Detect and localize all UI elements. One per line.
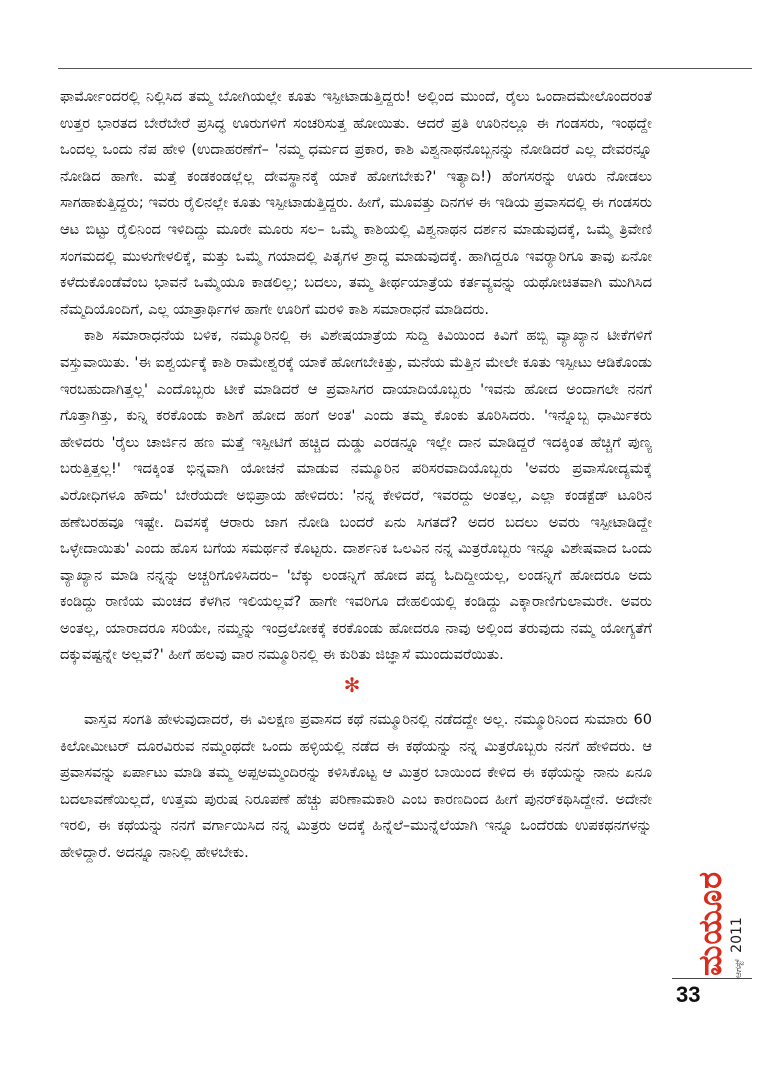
article-paragraph: ವಾಸ್ತವ ಸಂಗತಿ ಹೇಳುವುದಾದರೆ, ಈ ವಿಲಕ್ಷಣ ಪ್ರವಾಸದ ಕಥೆ ನಮ್ಮೂರಿನಲ್ಲಿ ನಡೆದದ್ದೇ ಅಲ್ಲ. ನಮ್ಮೂರಿನಿಂದ ಸುಮಾರು 60 ಕಿಲೋಮೀಟರ್ ದೂರವಿರುವ ನಮ್ಮಂಥದೇ ಒಂದು ಹಳ್ಳಿಯಲ್ಲಿ ನಡೆದ ಈ ಕಥೆಯನ್ನು ನನ್ನ ಮಿತ್ರರೊಬ್ಬರು ನನಗೆ ಹೇಳಿದರು. ಆ ಪ್ರವಾಸವನ್ನು ಏರ್ಪಾಟು ಮಾಡಿ ತಮ್ಮ ಅಪ್ಪಅಮ್ಮಂದಿರನ್ನು ಕಳಿಸಿಕೊಟ್ಟ ಆ ಮಿತ್ರರ ಬಾಯಿಂದ ಕೇಳಿದ ಈ ಕಥೆಯನ್ನು ನಾನು ಏನೂ ಬದಲಾವಣೆಯಿಲ್ಲದೆ, ಉತ್ತಮ ಪುರುಷ ನಿರೂಪಣೆ ಹೆಚ್ಚು ಪರಿಣಾಮಕಾರಿ ಎಂಬ ಕಾರಣದಿಂದ ಹೀಗೆ ಪುನರ್‌ಕಥಿಸಿದ್ದೇನೆ. ಅದೇನೇ ಇರಲಿ, ಈ ಕಥೆಯನ್ನು ನನಗೆ ವರ್ಗಾಯಿಸಿದ ನನ್ನ ಮಿತ್ರರು ಅದಕ್ಕೆ ಹಿನ್ನೆಲೆ–ಮುನ್ನೆಲೆಯಾಗಿ ಇನ್ನೂ ಒಂದೆರಡು ಉಪಕಥನಗಳನ್ನು ಹೇಳಿದ್ದಾರೆ. ಅದನ್ನೂ ನಾನಿಲ್ಲಿ ಹೇಳಬೇಕು. bbox=[60, 712, 652, 862]
issue-year: 2011 bbox=[729, 917, 745, 953]
header-rule bbox=[58, 68, 752, 69]
page-number: 33 bbox=[676, 982, 701, 1007]
issue-month: ಆಗಸ್ಟ್ bbox=[734, 958, 744, 978]
masthead-logo: ಮಯೂರ bbox=[691, 870, 729, 976]
section-divider-icon: ✻ bbox=[343, 673, 361, 698]
article-body bbox=[60, 84, 652, 867]
article-paragraph: ಕಾಶಿ ಸಮಾರಾಧನೆಯ ಬಳಿಕ, ನಮ್ಮೂರಿನಲ್ಲಿ ಈ ವಿಶೇಷಯಾತ್ರೆಯ ಸುದ್ದಿ ಕಿವಿಯಿಂದ ಕಿವಿಗೆ ಹಬ್ಬಿ ವ್ಯಾಖ್ಯಾನ ಟೀಕೆಗಳಿಗೆ ವಸ್ತುವಾಯಿತು. 'ಈ ಐಶ್ವರ್ಯಕ್ಕೆ ಕಾಶಿ ರಾಮೇಶ್ವರಕ್ಕೆ ಯಾಕೆ ಹೋಗಬೇಕಿತ್ತು, ಮನೆಯ ಮೆತ್ತಿನ ಮೇಲೇ ಕೂತು ಇಸ್ಪೀಟು ಆಡಿಕೊಂಡು ಇರಬಹುದಾಗಿತ್ತಲ್ಲ' ಎಂದೊಬ್ಬರು ಟೀಕೆ ಮಾಡಿದರೆ ಆ ಪ್ರವಾಸಿಗರ ದಾಯಾದಿಯೊಬ್ಬರು 'ಇವನು ಹೋದ ಅಂದಾಗಲೇ ನನಗೆ ಗೊತ್ತಾಗಿತ್ತು, ಕುನ್ನಿ ಕರಕೊಂಡು ಕಾಶಿಗೆ ಹೋದ ಹಂಗೆ ಅಂತ' ಎಂದು ತಮ್ಮ ಕೊಂಕು ತೂರಿಸಿದರು. 'ಇನ್ನೊಬ್ಬ ಧಾರ್ಮಿಕರು ಹೇಳಿದರು 'ರೈಲು ಚಾರ್ಜಿನ ಹಣ ಮತ್ತೆ ಇಸ್ಪೀಟಿಗೆ ಹಚ್ಚಿದ ದುಡ್ಡು ಎರಡನ್ನೂ ಇಲ್ಲೇ ದಾನ ಮಾಡಿದ್ದರೆ ಇದಕ್ಕಿಂತ ಹೆಚ್ಚಿಗೆ ಪುಣ್ಯ ಬರುತ್ತಿತ್ತಲ್ಲ!' ಇದಕ್ಕಿಂತ ಭಿನ್ನವಾಗಿ ಯೋಚನೆ ಮಾಡುವ ನಮ್ಮೂರಿನ ಪರಿಸರವಾದಿಯೊಬ್ಬರು 'ಅವರು ಪ್ರವಾಸೋದ್ಯಮಕ್ಕೆ ವಿರೋಧಿಗಳೂ ಹೌದು' ಬೇರೆಯದೇ ಅಭಿಪ್ರಾಯ ಹೇಳಿದರು: 'ನನ್ನ ಕೇಳಿದರೆ, ಇವರದ್ದು ಅಂತಲ್ಲ, ಎಲ್ಲಾ ಕಂಡಕ್ಟೆಡ್ ಟೂರಿನ ಹಣೆಬರಹವೂ ಇಷ್ಟೇ. ದಿವಸಕ್ಕೆ ಆರಾರು ಜಾಗ ನೋಡಿ ಬಂದರೆ ಏನು ಸಿಗತದೆ? ಅದರ ಬದಲು ಅವರು ಇಸ್ಪೀಟಾಡಿದ್ದೇ ಒಳ್ಳೇದಾಯಿತು' ಎಂದು ಹೊಸ ಬಗೆಯ ಸಮರ್ಥನೆ ಕೊಟ್ಟರು. ದಾರ್ಶನಿಕ ಒಲವಿನ ನನ್ನ ಮಿತ್ರರೊಬ್ಬರು ಇನ್ನೂ ವಿಶೇಷವಾದ ಒಂದು ವ್ಯಾಖ್ಯಾನ ಮಾಡಿ ನನ್ನನ್ನು ಅಚ್ಚರಿಗೊಳಿಸಿದರು– 'ಬೆಕ್ಕು ಲಂಡನ್ನಿಗೆ ಹೋದ ಪದ್ಯ ಓದಿದ್ದೀಯಲ್ಲ, ಲಂಡನ್ನಿಗೆ ಹೋದರೂ ಅದು ಕಂಡಿದ್ದು ರಾಣಿಯ ಮಂಚದ ಕೆಳಗಿನ ಇಲಿಯಲ್ಲವೆ? ಹಾಗೇ ಇವರಿಗೂ ದೇಹಲಿಯಲ್ಲಿ ಕಂಡಿದ್ದು ಎಕ್ಕಾರಾಣಿಗುಲಾಮರೇ. ಅವರು ಅಂತಲ್ಲ, ಯಾರಾದರೂ ಸರಿಯೇ, ನಮ್ಮನ್ನು ಇಂದ್ರಲೋಕಕ್ಕೆ ಕರಕೊಂಡು ಹೋದರೂ ನಾವು ಅಲ್ಲಿಂದ ತರುವುದು ನಮ್ಮ ಯೋಗ್ಯತೆಗೆ ದಕ್ಕುವಷ್ಟನ್ನೇ ಅಲ್ಲವೆ?' ಹೀಗೆ ಹಲವು ವಾರ ನಮ್ಮೂರಿನಲ್ಲಿ ಈ ಕುರಿತು ಜಿಜ್ಞಾಸೆ ಮುಂದುವರೆಯಿತು. bbox=[60, 328, 652, 664]
issue-date bbox=[726, 850, 748, 978]
article-paragraph: ಫಾರ್ಮೋಂದರಲ್ಲಿ ನಿಲ್ಲಿಸಿದ ತಮ್ಮ ಬೋಗಿಯಲ್ಲೇ ಕೂತು ಇಸ್ಪೀಟಾಡುತ್ತಿದ್ದರು! ಅಲ್ಲಿಂದ ಮುಂದೆ, ರೈಲು ಒಂದಾದಮೇಲೊಂದರಂತೆ ಉತ್ತರ ಭಾರತದ ಬೇರೆಬೇರೆ ಪ್ರಸಿದ್ಧ ಊರುಗಳಿಗೆ ಸಂಚರಿಸುತ್ತ ಹೋಯಿತು. ಆದರೆ ಪ್ರತಿ ಊರಿನಲ್ಲೂ ಈ ಗಂಡಸರು, ಇಂಥದ್ದೇ ಒಂದಲ್ಲ ಒಂದು ನೆಪ ಹೇಳಿ (ಉದಾಹರಣೆಗೆ– 'ನಮ್ಮ ಧರ್ಮದ ಪ್ರಕಾರ, ಕಾಶಿ ವಿಶ್ವನಾಥನೊಬ್ಬನನ್ನು ನೋಡಿದರೆ ಎಲ್ಲ ದೇವರನ್ನೂ ನೋಡಿದ ಹಾಗೇ. ಮತ್ತೆ ಕಂಡಕಂಡಲ್ಲೆಲ್ಲ ದೇವಸ್ಥಾನಕ್ಕೆ ಯಾಕೆ ಹೋಗಬೇಕು?' ಇತ್ಯಾದಿ!) ಹೆಂಗಸರನ್ನು ಊರು ನೋಡಲು ಸಾಗಹಾಕುತ್ತಿದ್ದರು; ಇವರು ರೈಲಿನಲ್ಲೇ ಕೂತು ಇಸ್ಪೀಟಾಡುತ್ತಿದ್ದರು. ಹೀಗೆ, ಮೂವತ್ತು ದಿನಗಳ ಈ ಇಡಿಯ ಪ್ರವಾಸದಲ್ಲಿ ಈ ಗಂಡಸರು ಆಟ ಬಿಟ್ಟು ರೈಲಿನಿಂದ ಇಳಿದಿದ್ದು ಮೂರೇ ಮೂರು ಸಲ– ಒಮ್ಮೆ ಕಾಶಿಯಲ್ಲಿ ವಿಶ್ವನಾಥನ ದರ್ಶನ ಮಾಡುವುದಕ್ಕೆ, ಒಮ್ಮೆ ತ್ರಿವೇಣಿ ಸಂಗಮದಲ್ಲಿ ಮುಳುಗೇಳಲಿಕ್ಕೆ, ಮತ್ತು ಒಮ್ಮೆ ಗಯಾದಲ್ಲಿ ಪಿತೃಗಳ ಶ್ರಾದ್ಧ ಮಾಡುವುದಕ್ಕೆ. ಹಾಗಿದ್ದರೂ ಇವರ್‍ಯಾರಿಗೂ ತಾವು ಏನೋ ಕಳೆದುಕೊಂಡೆವೆಂಬ ಭಾವನೆ ಒಮ್ಮೆಯೂ ಕಾಡಲಿಲ್ಲ; ಬದಲು, ತಮ್ಮ ತೀರ್ಥಯಾತ್ರೆಯ ಕರ್ತವ್ಯವನ್ನು ಯಥೋಚಿತವಾಗಿ ಮುಗಿಸಿದ ನೆಮ್ಮದಿಯೊಂದಿಗೆ, ಎಲ್ಲ ಯಾತ್ರಾರ್ಥಿಗಳ ಹಾಗೇ ಊರಿಗೆ ಮರಳಿ ಕಾಶಿ ಸಮಾರಾಧನೆ ಮಾಡಿದರು. bbox=[60, 89, 652, 318]
footer-rule bbox=[672, 978, 752, 979]
